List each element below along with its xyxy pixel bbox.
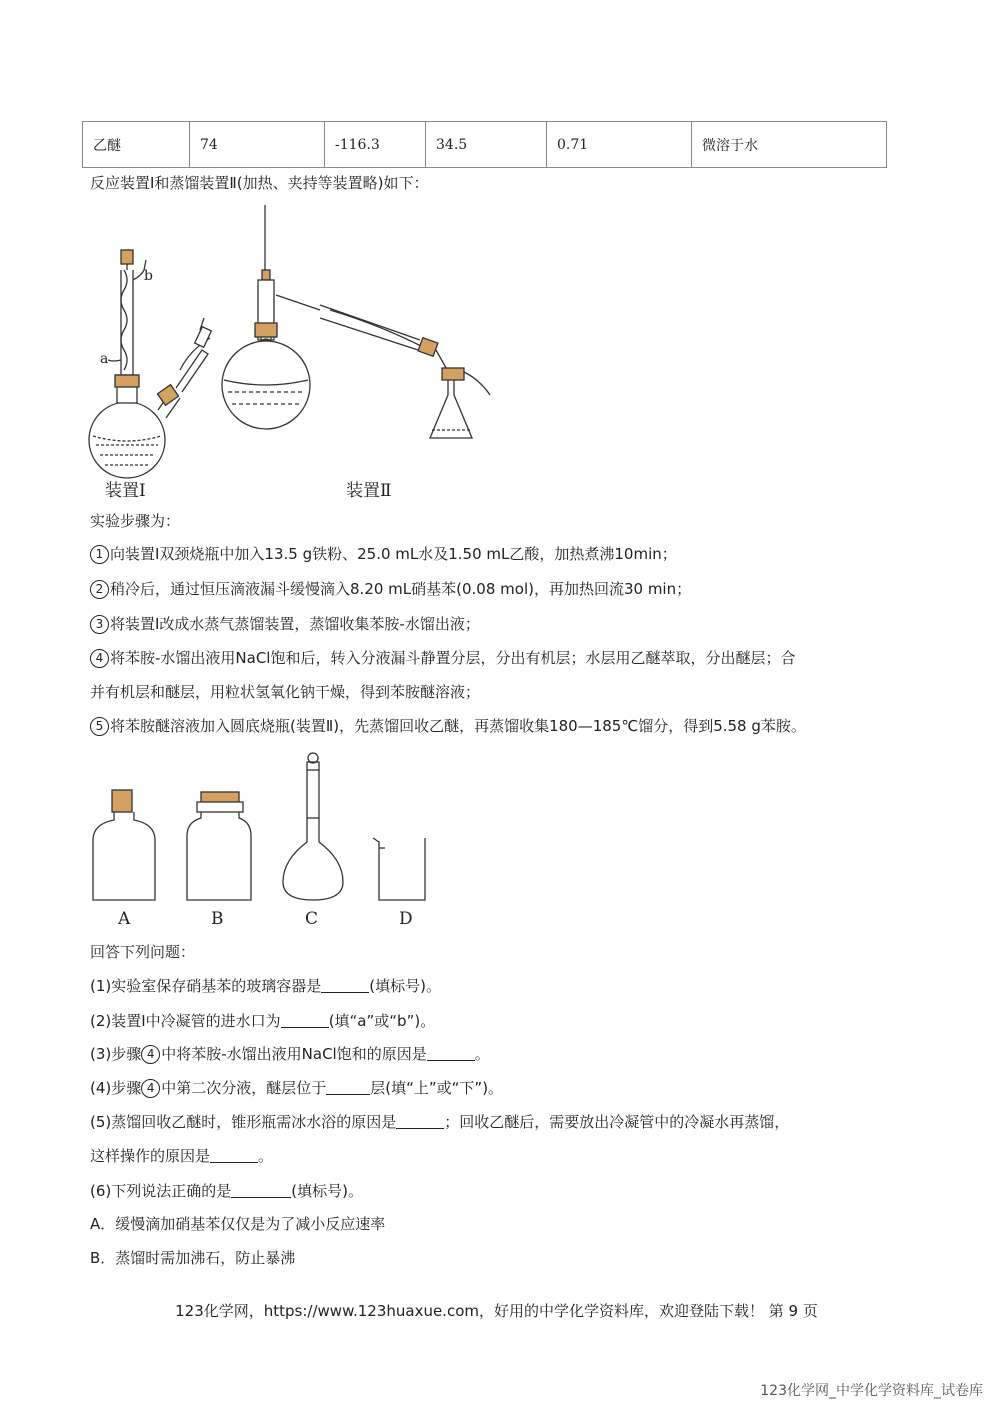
bottle-a bbox=[93, 790, 155, 900]
step-3 bbox=[90, 613, 480, 634]
answer-blank bbox=[231, 1183, 291, 1198]
step-number: 4 bbox=[141, 1045, 160, 1064]
caption-apparatus-2: 装置Ⅱ bbox=[346, 481, 392, 501]
question-5-cont: 这样操作的原因是 。 bbox=[90, 1147, 274, 1165]
step-text: 将苯胺-水馏出液用NaCl饱和后，转入分液漏斗静置分层，分出有机层；水层用乙醚萃取，分出醚层；合 bbox=[110, 649, 796, 667]
step-text: 向装置Ⅰ双颈烧瓶中加入13.5 g铁粉、25.0 mL水及1.50 mL乙酸，加热煮沸10min； bbox=[110, 545, 677, 563]
cell-name: 乙醚 bbox=[83, 122, 190, 168]
question-4: (4)步骤 4 中第二次分液，醚层位于 层(填“上”或“下”)。 bbox=[90, 1079, 504, 1097]
page-footer: 123化学网，https://www.123huaxue.com，好用的中学化学资料库，欢迎登陆下载！ 第 9 页 bbox=[175, 1302, 818, 1320]
question-2: (2)装置Ⅰ中冷凝管的进水口为 (填“a”或“b”)。 bbox=[90, 1012, 436, 1030]
label-a: a bbox=[100, 351, 109, 367]
answer-blank bbox=[281, 1013, 329, 1028]
label-b: b bbox=[144, 268, 153, 284]
step-text: 将苯胺醚溶液加入圆底烧瓶(装置Ⅱ)，先蒸馏回收乙醚，再蒸馏收集180—185℃馏分，得到5.58 g苯胺。 bbox=[110, 717, 806, 735]
label-container-b: B bbox=[211, 909, 224, 929]
step-number: 3 bbox=[90, 615, 109, 634]
step-text: 并有机层和醚层，用粒状氢氧化钠干燥，得到苯胺醚溶液； bbox=[90, 683, 481, 701]
question-6: (6)下列说法正确的是 (填标号)。 bbox=[90, 1182, 363, 1200]
answer-blank bbox=[427, 1046, 475, 1061]
cell-density: 0.71 bbox=[547, 122, 692, 168]
questions-title: 回答下列问题： bbox=[90, 943, 196, 961]
cell-mass: 74 bbox=[190, 122, 325, 168]
step-2 bbox=[90, 578, 691, 599]
step-number: 2 bbox=[90, 580, 109, 599]
step-4 bbox=[90, 647, 795, 668]
step-number: 4 bbox=[90, 649, 109, 668]
option-b: B．蒸馏时需加沸石，防止暴沸 bbox=[90, 1249, 296, 1267]
question-5: (5)蒸馏回收乙醚时，锥形瓶需冰水浴的原因是 ；回收乙醚后，需要放出冷凝管中的冷凝水再蒸馏， bbox=[90, 1113, 790, 1131]
step-5 bbox=[90, 715, 806, 736]
beaker-d bbox=[373, 838, 425, 900]
question-3: (3)步骤 4 中将苯胺-水馏出液用NaCl饱和的原因是 。 bbox=[90, 1045, 490, 1063]
properties-table bbox=[82, 121, 887, 168]
cell-solubility: 微溶于水 bbox=[692, 122, 887, 168]
steps-title: 实验步骤为： bbox=[90, 512, 181, 530]
label-container-c: C bbox=[305, 909, 319, 929]
apparatus-2 bbox=[222, 205, 490, 438]
step-number: 1 bbox=[90, 545, 109, 564]
step-4-cont bbox=[90, 681, 480, 702]
question-1: (1)实验室保存硝基苯的玻璃容器是 (填标号)。 bbox=[90, 977, 441, 995]
watermark: 123化学网_中学化学资料库_试卷库 bbox=[760, 1383, 983, 1399]
answer-blank bbox=[326, 1080, 370, 1095]
step-text: 稍冷后，通过恒压滴液漏斗缓慢滴入8.20 mL硝基苯(0.08 mol)，再加热回流30 min； bbox=[110, 580, 692, 598]
step-number: 5 bbox=[90, 717, 109, 736]
label-container-a: A bbox=[118, 909, 131, 929]
bottle-b bbox=[187, 792, 251, 900]
volumetric-flask-c bbox=[283, 753, 343, 900]
step-1 bbox=[90, 543, 677, 564]
answer-blank bbox=[396, 1114, 444, 1129]
cell-boiling: 34.5 bbox=[426, 122, 547, 168]
answer-blank bbox=[210, 1148, 258, 1163]
caption-apparatus-1: 装置Ⅰ bbox=[105, 481, 146, 501]
label-container-d: D bbox=[399, 909, 413, 929]
apparatus-figure bbox=[80, 200, 510, 505]
option-a: A．缓慢滴加硝基苯仅仅是为了减小反应速率 bbox=[90, 1215, 386, 1233]
step-number: 4 bbox=[141, 1079, 160, 1098]
intro-text: 反应装置Ⅰ和蒸馏装置Ⅱ(加热、夹持等装置略)如下： bbox=[90, 174, 429, 192]
cell-melting: -116.3 bbox=[325, 122, 426, 168]
table-row bbox=[83, 122, 887, 168]
containers-figure bbox=[85, 750, 445, 935]
step-text: 将装置Ⅰ改成水蒸气蒸馏装置，蒸馏收集苯胺-水馏出液； bbox=[110, 615, 480, 633]
answer-blank bbox=[321, 978, 369, 993]
